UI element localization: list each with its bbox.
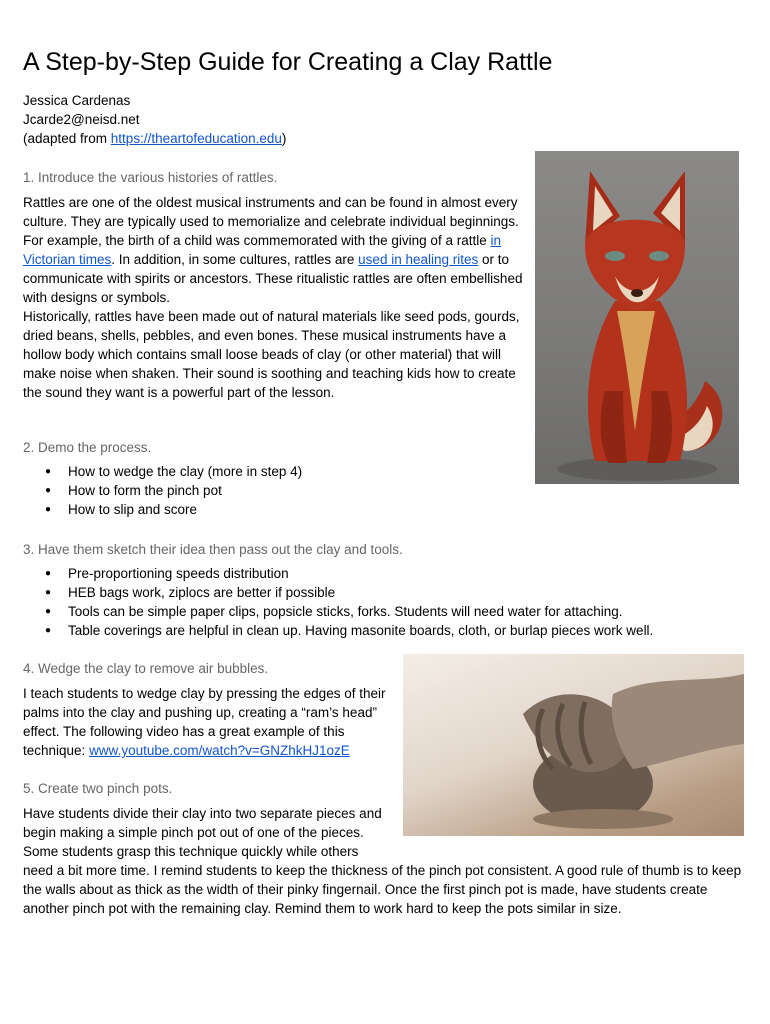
list-item: ● Table coverings are helpful in clean up. Having masonite boards, cloth, or burlap pieces work well. — [23, 621, 753, 640]
list-item: ● Pre-proportioning speeds distribution — [23, 564, 753, 583]
list-item: ● Tools can be simple paper clips, popsicle sticks, forks. Students will need water for attaching. — [23, 602, 753, 621]
fox-figure-icon — [535, 151, 739, 484]
step5-body-narrow: Have students divide their clay into two separate pieces and begin making a simple pinch pot out of one of the pieces. Some students grasp this technique quickly while others — [23, 806, 382, 859]
step1-paragraph-2 — [23, 231, 523, 307]
wedging-clay-photo — [403, 654, 744, 836]
step4-body — [23, 684, 395, 760]
step3-heading: 3. Have them sketch their idea then pass out the clay and tools. — [23, 542, 403, 557]
author-block — [23, 91, 286, 148]
step1-p2-text-c: or to communicate with spirits or ancestors. These ritualistic rattles are often embellished with designs or symbols. — [23, 252, 523, 305]
step1-paragraph-3: Historically, rattles have been made out of natural materials like seed pods, gourds, dried beans, shells, pebbles, and even bones. These musical instruments have a hollow body which contains small loose beads of clay (or other material) that will make noise when shaken. Their sound is soothing and teaching kids how to create the sound they want is a powerful part of the lesson. — [23, 309, 520, 400]
adapted-suffix: ) — [281, 131, 287, 146]
author-name: Jessica Cardenas — [23, 93, 131, 108]
list-item: ● How to wedge the clay (more in step 4) — [23, 462, 523, 481]
step1-body — [23, 193, 523, 402]
list-item: ● How to slip and score — [23, 500, 523, 519]
healing-rites-link[interactable]: used in healing rites — [358, 252, 479, 267]
step5-heading: 5. Create two pinch pots. — [23, 781, 173, 796]
youtube-video-link[interactable]: www.youtube.com/watch?v=GNZhkHJ1ozE — [89, 743, 350, 758]
step4-heading: 4. Wedge the clay to remove air bubbles. — [23, 661, 269, 676]
step1-heading: 1. Introduce the various histories of rattles. — [23, 170, 278, 185]
step5-body-wide: need a bit more time. I remind students to keep the thickness of the pinch pot consistent. A good rule of thumb is to keep the walls about as thick as the width of their pinky fingernail. Once the first pinch pot is made, have students create another pinch pot with the remaining clay. Remind them to work hard to keep the pots similar in size. — [23, 863, 742, 916]
victorian-times-link[interactable]: in Victorian times — [23, 233, 501, 267]
list-item: ● How to form the pinch pot — [23, 481, 523, 500]
step2-heading: 2. Demo the process. — [23, 440, 152, 455]
step4-text: I teach students to wedge clay by pressing the edges of their palms into the clay and pushing up, creating a “ram’s head” effect. The following video has a great example of this technique: — [23, 686, 386, 758]
step2-list — [23, 462, 523, 519]
step1-paragraph-1: Rattles are one of the oldest musical instruments and can be found in almost every culture. They are typically used to memorialize and celebrate individual beginnings. — [23, 195, 519, 229]
step1-p2-text-a: For example, the birth of a child was commemorated with the giving of a rattle — [23, 233, 491, 248]
author-email: Jcarde2@neisd.net — [23, 112, 140, 127]
adapted-from — [23, 129, 286, 148]
adapted-prefix: (adapted from — [23, 131, 111, 146]
step3-list — [23, 564, 753, 640]
clay-fox-photo — [535, 151, 739, 484]
page-title: A Step-by-Step Guide for Creating a Clay Rattle — [23, 48, 553, 76]
list-item: ● HEB bags work, ziplocs are better if possible — [23, 583, 753, 602]
hands-wedging-clay-icon — [403, 654, 744, 836]
adapted-link[interactable]: https://theartofeducation.edu — [110, 131, 282, 146]
step1-p2-text-b: . In addition, in some cultures, rattles are — [111, 252, 359, 267]
